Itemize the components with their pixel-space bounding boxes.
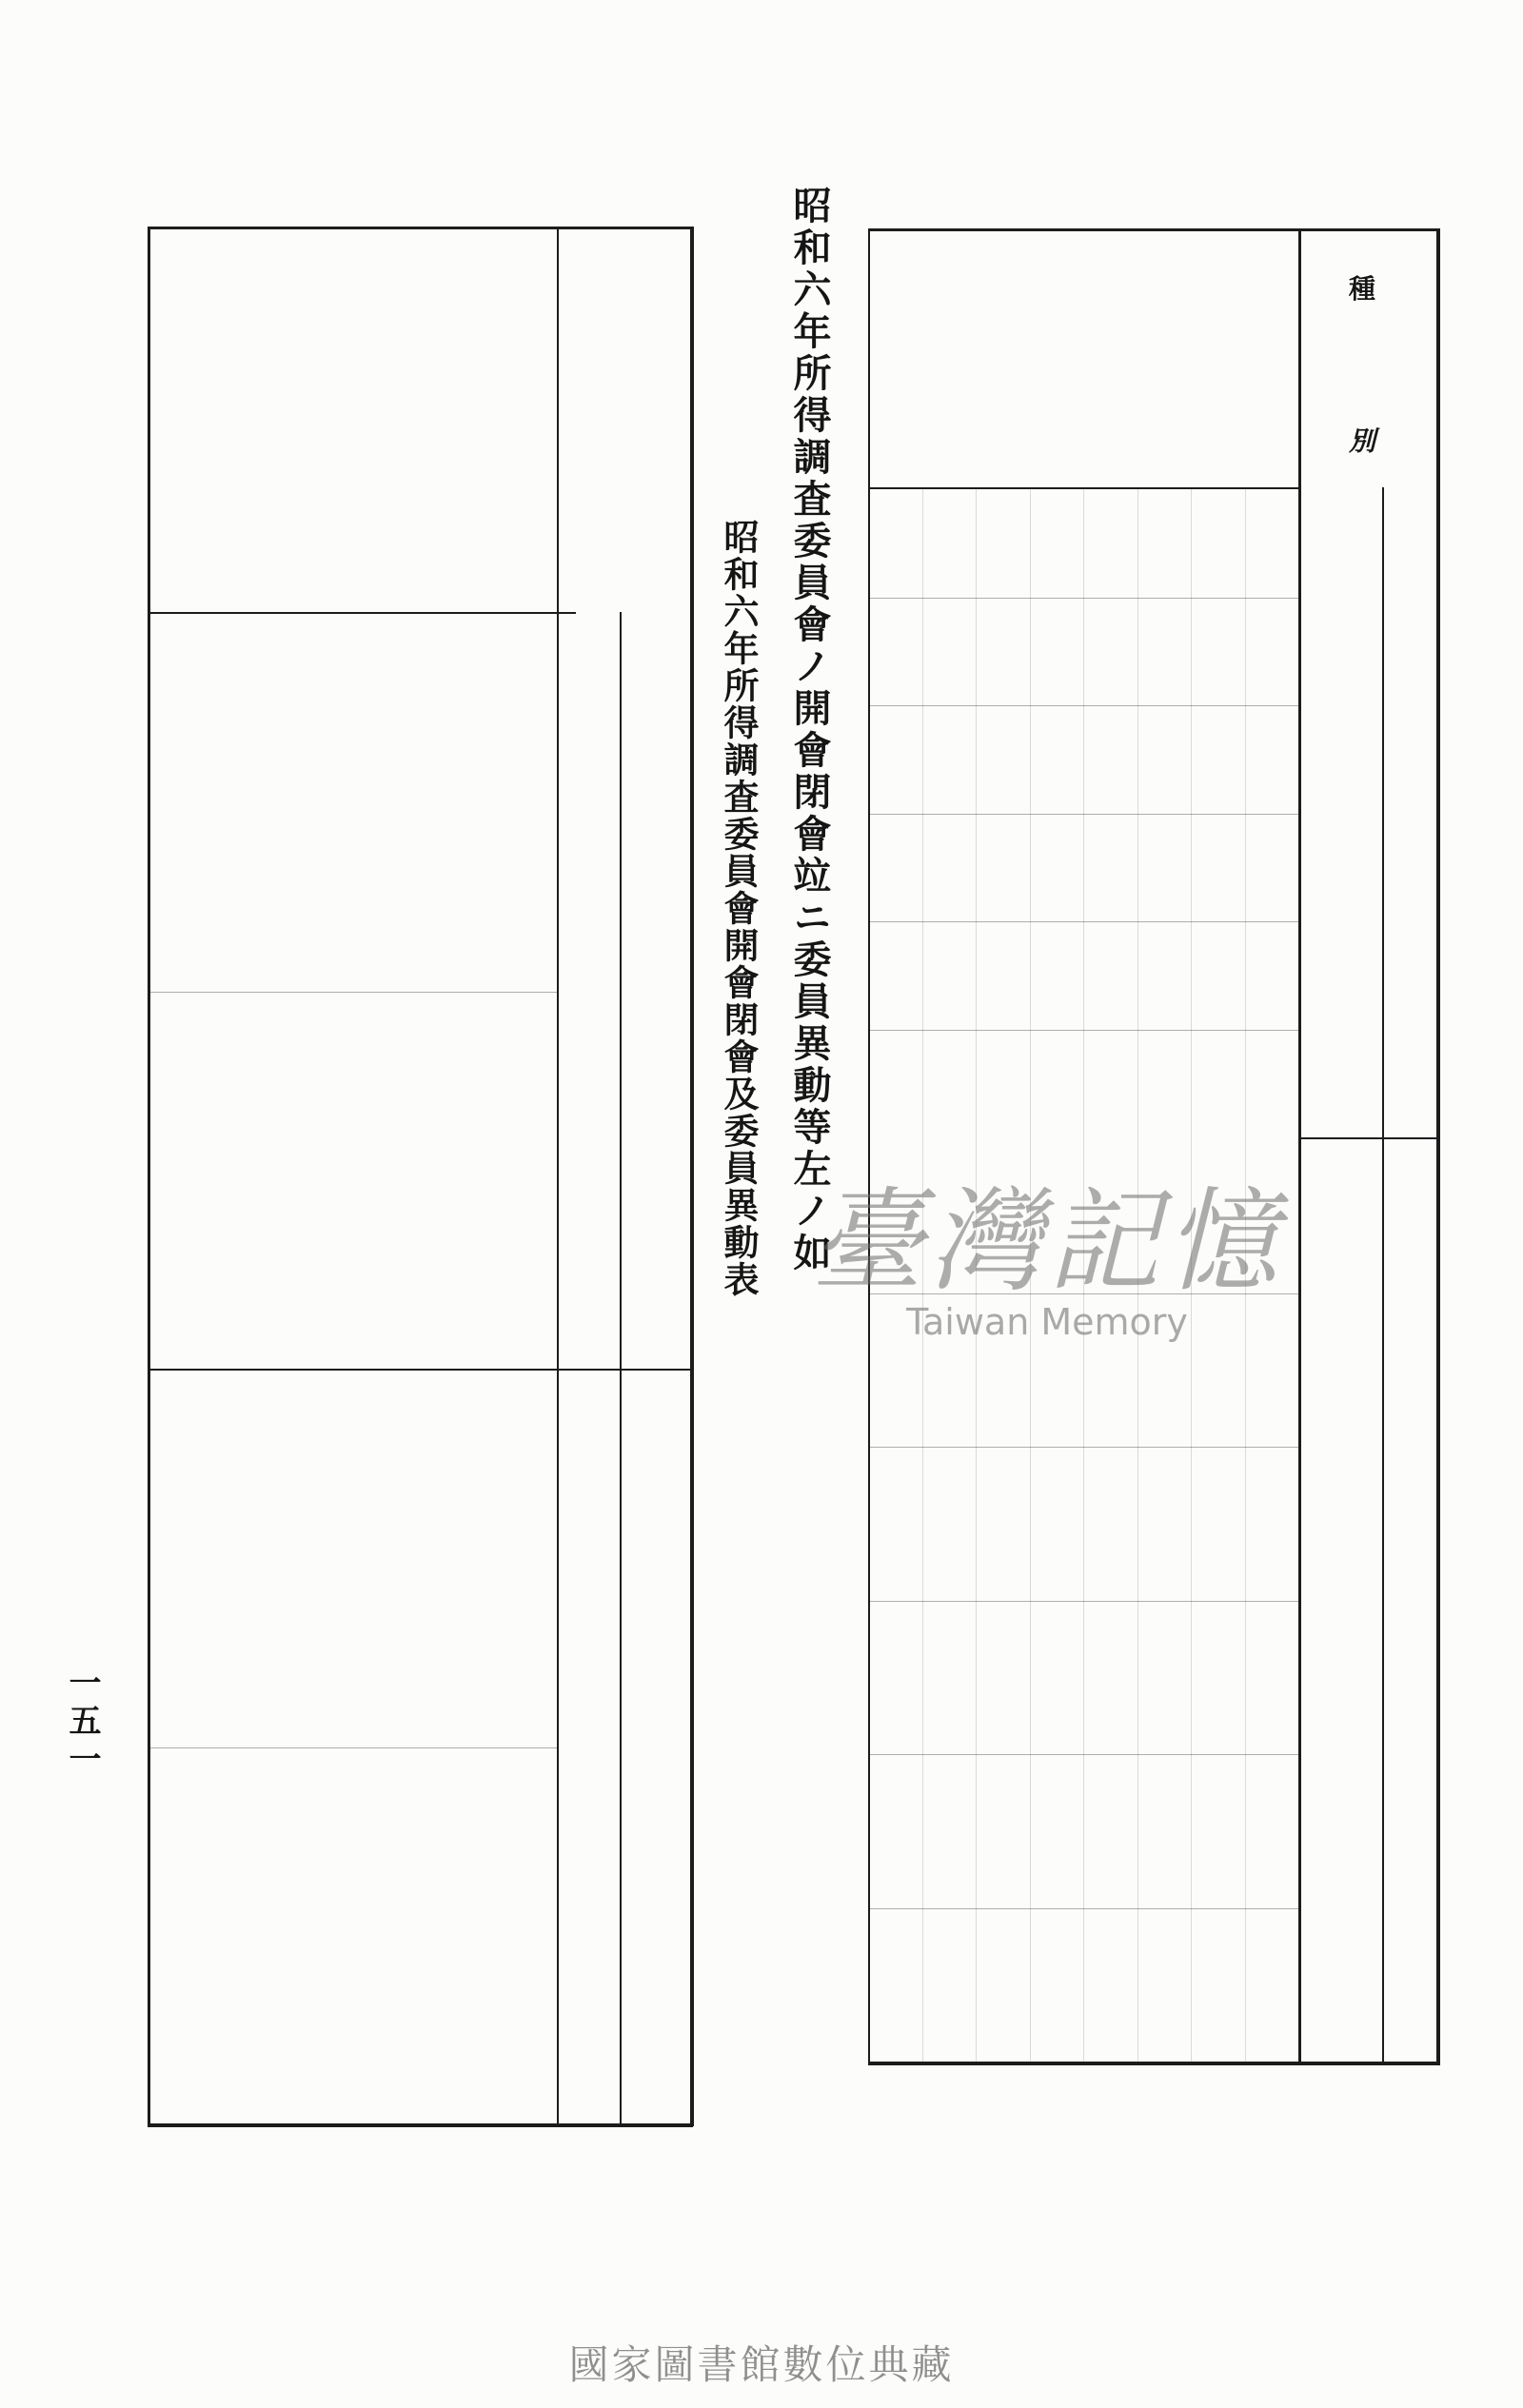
category-label-2: 別 [1349,425,1392,457]
footer-credit: 國家圖書館數位典藏 [568,2341,955,2388]
committee-table [148,227,693,2126]
watermark-cn: 臺灣記憶 [810,1175,1283,1307]
watermark [781,1175,1314,1343]
watermark-en: Taiwan Memory [906,1301,1188,1343]
page-title: 昭和六年所得調査委員會ノ開會閉會竝ニ委員異動等左ノ如 [787,186,832,1274]
category-header [1301,228,1440,487]
page-number: 一五一 [63,1666,101,1780]
table-title: 昭和六年所得調査委員會開會閉會及委員異動表 [718,519,760,1298]
income-table [868,228,1439,2065]
category-label: 種 [1349,273,1392,305]
